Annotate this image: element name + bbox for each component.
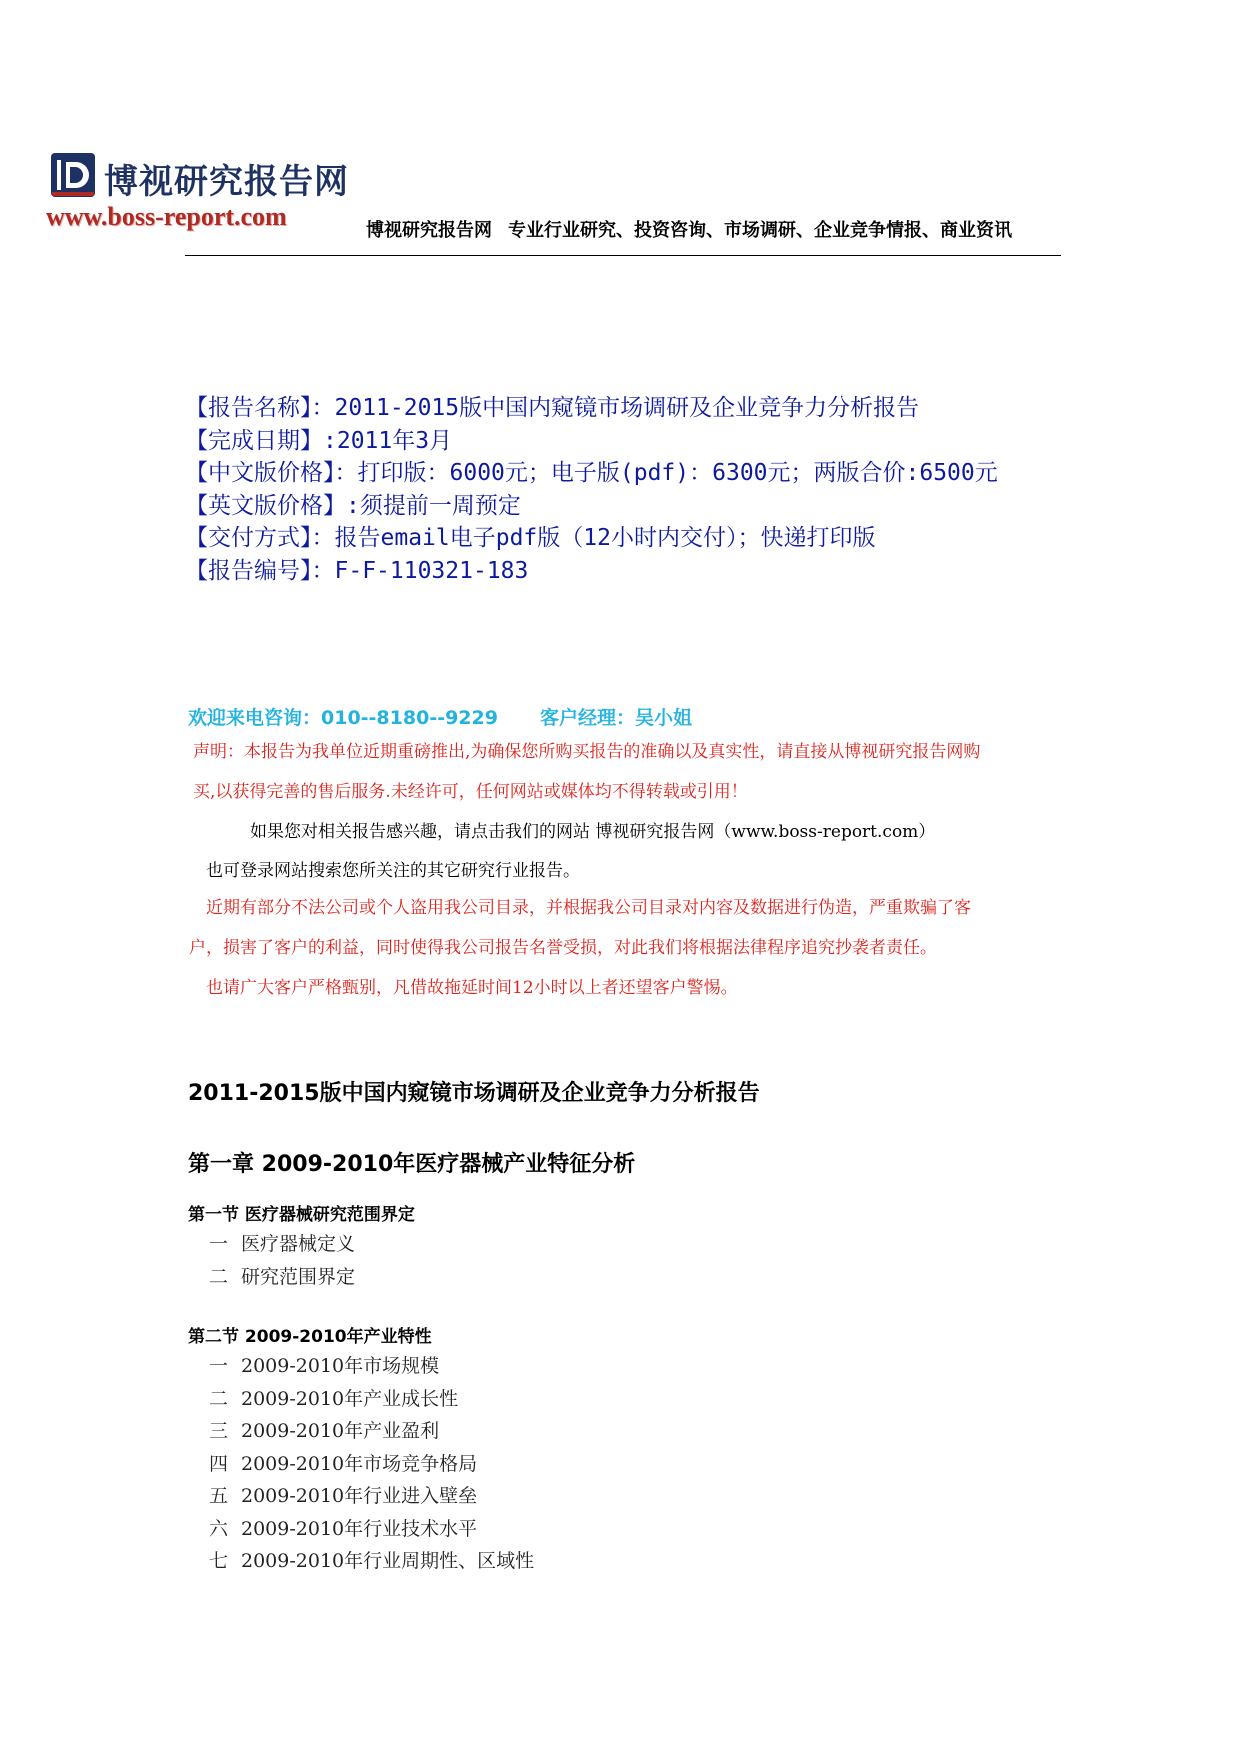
statement-notice	[193, 732, 980, 812]
section-1-heading: 第一节 医疗器械研究范围界定	[188, 1205, 415, 1225]
delivery-method-line: 【交付方式】：报告email电子pdf版（12小时内交付）；快递打印版	[185, 525, 876, 551]
list-item: 六 2009-2010年行业技术水平	[209, 1517, 478, 1540]
completion-date-line: 【完成日期】:2011年3月	[185, 427, 453, 454]
contact-line	[188, 703, 692, 730]
boss-report-logo-icon	[50, 152, 96, 198]
report-number-line: 【报告编号】：F-F-110321-183	[185, 557, 529, 584]
logo-url[interactable]: www.boss-report.com	[46, 202, 287, 231]
contact-manager: 客户经理：吴小姐	[539, 707, 692, 729]
logo-title: 博视研究报告网	[104, 162, 349, 202]
report-name-line: 【报告名称】：2011-2015版中国内窥镜市场调研及企业竞争力分析报告	[185, 395, 920, 421]
list-item: 七 2009-2010年行业周期性、区域性	[209, 1550, 535, 1572]
document-title: 2011-2015版中国内窥镜市场调研及企业竞争力分析报告	[188, 1081, 760, 1106]
list-item: 二 研究范围界定	[209, 1265, 356, 1288]
warning-notice	[189, 888, 971, 1008]
header-tagline: 专业行业研究、投资咨询、市场调研、企业竞争情报、商业资讯	[508, 220, 1012, 241]
list-item: 三 2009-2010年产业盈利	[209, 1420, 440, 1442]
list-item: 一 医疗器械定义	[209, 1233, 356, 1255]
search-website-line: 也可登录网站搜索您所关注的其它研究行业报告。	[206, 861, 580, 881]
list-item: 四 2009-2010年市场竞争格局	[209, 1452, 478, 1475]
list-item: 五 2009-2010年行业进入壁垒	[209, 1485, 478, 1507]
list-item: 二 2009-2010年产业成长性	[209, 1387, 459, 1410]
section-2-heading: 第二节 2009-2010年产业特性	[188, 1327, 432, 1347]
chinese-price-line: 【中文版价格】：打印版：6000元；电子版(pdf)：6300元；两版合价:6500元	[185, 460, 998, 486]
warning-line-1: 近期有部分不法公司或个人盗用我公司目录，并根据我公司目录对内容及数据进行伪造，严重欺骗了客	[206, 898, 971, 918]
section-1-items	[209, 1228, 355, 1293]
chapter-1-heading: 第一章 2009-2010年医疗器械产业特征分析	[188, 1152, 636, 1177]
section-2-items	[209, 1350, 534, 1578]
visit-website-line: 如果您对相关报告感兴趣，请点击我们的网站 博视研究报告网（www.boss-report.com）	[250, 822, 936, 842]
site-logo[interactable]	[46, 150, 349, 240]
contact-phone: 欢迎来电咨询：010--8180--9229	[188, 707, 498, 729]
statement-line-2: 买,以获得完善的售后服务.未经许可，任何网站或媒体均不得转载或引用！	[193, 782, 748, 802]
report-info	[185, 392, 998, 587]
header-slogan	[366, 216, 1012, 242]
header-divider	[185, 255, 1061, 256]
warning-line-3: 也请广大客户严格甄别，凡借故拖延时间12小时以上者还望客户警惕。	[206, 978, 738, 998]
header-site-name: 博视研究报告网	[366, 220, 492, 241]
list-item: 一 2009-2010年市场规模	[209, 1355, 440, 1377]
warning-line-2: 户，损害了客户的利益，同时使得我公司报告名誉受损，对此我们将根据法律程序追究抄袭者责任。	[189, 938, 937, 958]
statement-line-1: 声明：本报告为我单位近期重磅推出,为确保您所购买报告的准确以及真实性，请直接从博视研究报告网购	[193, 742, 981, 762]
english-price-line: 【英文版价格】:须提前一周预定	[185, 492, 521, 519]
